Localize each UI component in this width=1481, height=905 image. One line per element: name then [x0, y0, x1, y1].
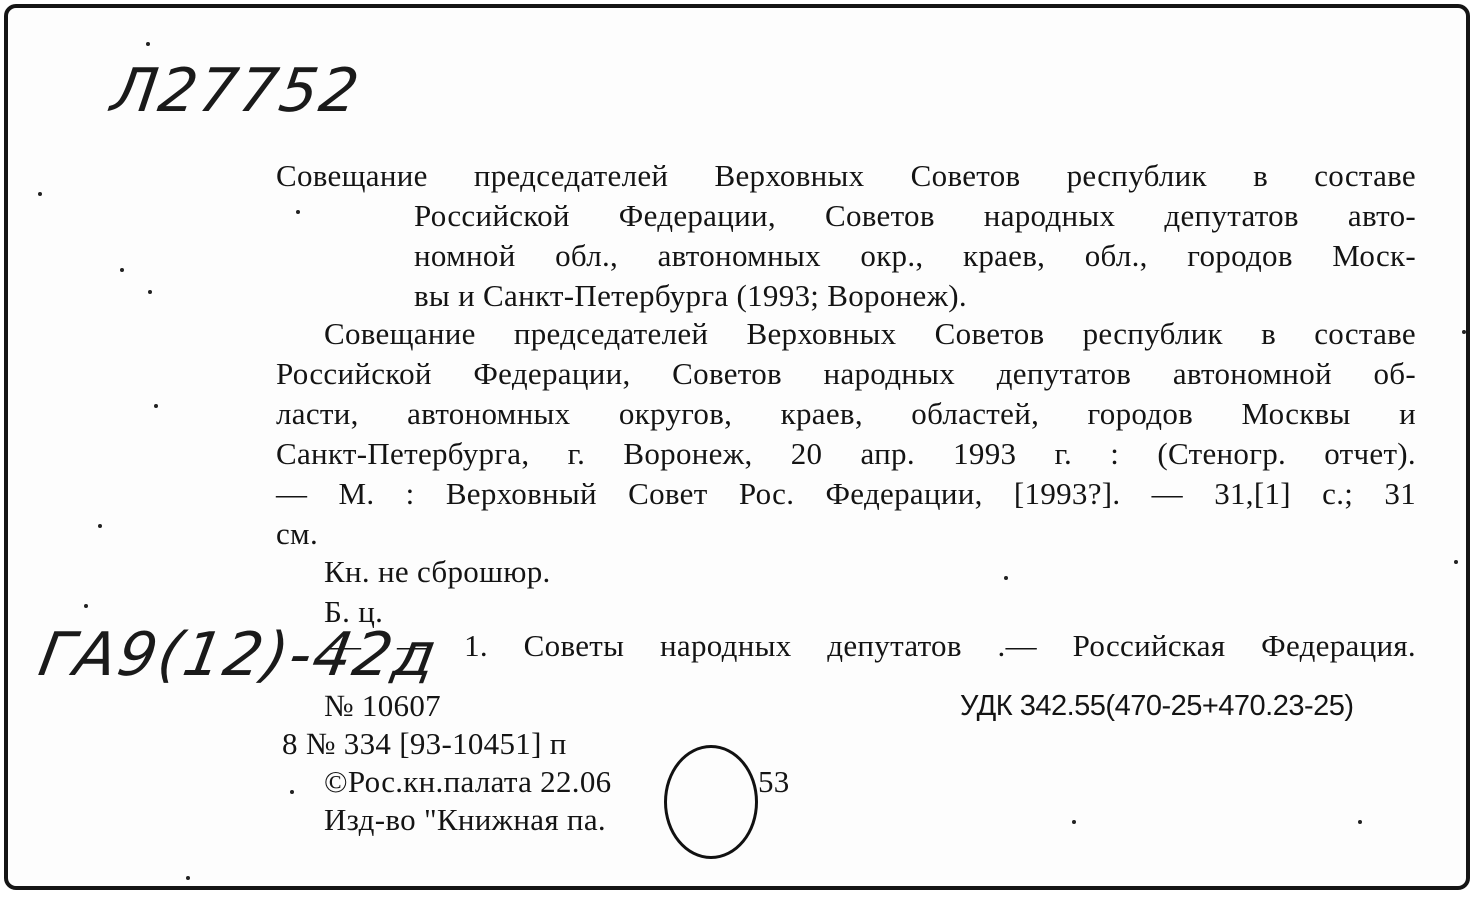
- speck: [146, 42, 150, 46]
- speck: [290, 790, 294, 794]
- speck: [84, 604, 88, 608]
- speck: [1004, 576, 1008, 580]
- speck: [1462, 330, 1466, 334]
- price-note: Б. ц.: [324, 594, 384, 629]
- heading-line-3: номной обл., автономных окр., краев, обл., городов Моск-: [414, 238, 1416, 273]
- speck: [186, 876, 190, 880]
- speck: [1454, 560, 1458, 564]
- imprint-line-3: Изд-во "Книжная па.: [324, 802, 606, 837]
- imprint-line-2-tail: 53: [758, 764, 790, 799]
- speck: [148, 290, 152, 294]
- description-line-1: Совещание председателей Верховных Советов республик в составе: [324, 316, 1416, 351]
- heading-line-2: Российской Федерации, Советов народных депутатов авто-: [414, 198, 1416, 233]
- speck: [120, 268, 124, 272]
- binding-note: Кн. не сброшюр.: [324, 554, 551, 589]
- description-line-5: — М. : Верховный Совет Рос. Федерации, [1993?]. — 31,[1] с.; 31: [276, 476, 1416, 511]
- handwritten-shelf-mark: ГА9(12)-42д: [33, 620, 444, 690]
- handwritten-call-number: Л27752: [107, 56, 365, 126]
- description-line-6: см.: [276, 516, 319, 551]
- speck: [38, 192, 42, 196]
- udc-code: УДК 342.55(470-25+470.23-25): [960, 690, 1354, 722]
- description-line-4: Санкт-Петербурга, г. Воронеж, 20 апр. 1993 г. : (Стеногр. отчет).: [276, 436, 1416, 471]
- round-stamp-mark: [664, 745, 758, 859]
- speck: [1072, 820, 1076, 824]
- heading-line-1: Совещание председателей Верховных Советов республик в составе: [276, 158, 1416, 193]
- imprint-line-2: ©Рос.кн.палата 22.06: [324, 764, 612, 799]
- heading-line-4: вы и Санкт-Петербурга (1993; Воронеж).: [414, 278, 967, 313]
- subject-heading: — — 1. Советы народных депутатов .— Российская Федерация.: [330, 628, 1416, 663]
- record-number: № 10607: [324, 688, 441, 723]
- speck: [98, 524, 102, 528]
- speck: [154, 404, 158, 408]
- imprint-line-1: 8 № 334 [93-10451] п: [282, 726, 567, 761]
- speck: [1358, 820, 1362, 824]
- speck: [296, 210, 300, 214]
- description-line-2: Российской Федерации, Советов народных депутатов автономной об-: [276, 356, 1416, 391]
- description-line-3: ласти, автономных округов, краев, областей, городов Москвы и: [276, 396, 1416, 431]
